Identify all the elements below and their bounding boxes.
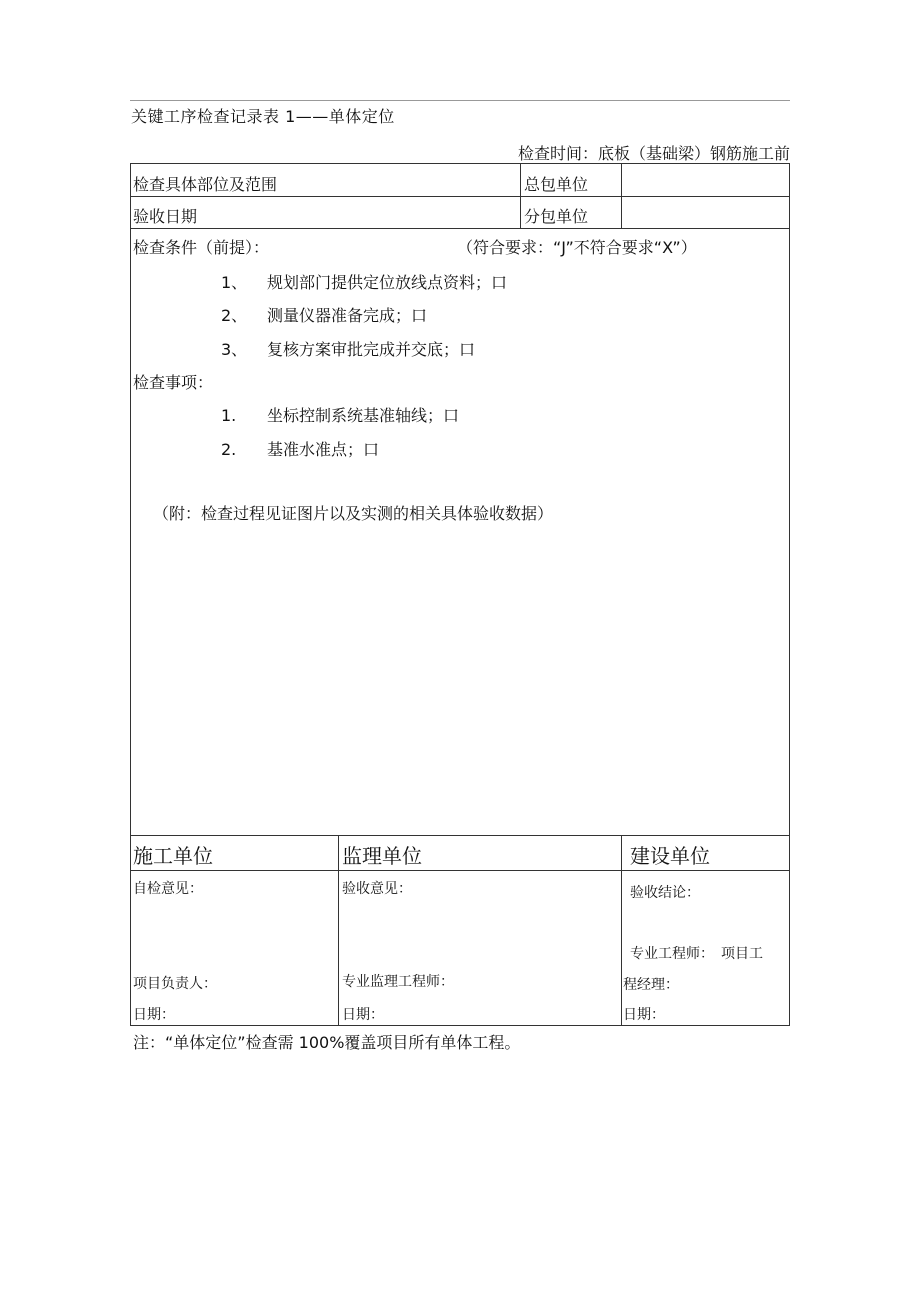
project-leader-label: 项目负责人： [133,976,217,992]
column-divider [621,835,622,1025]
row-divider [131,870,789,871]
item-number: 2、 [221,306,248,325]
attachment-note: （附：检查过程见证图片以及实测的相关具体验收数据） [153,504,554,523]
matters-title: 检查事项： [133,373,214,392]
conditions-title: 检查条件（前提）： [133,238,270,257]
engineer-manager-label-line2: 程经理： [623,977,679,993]
inspection-time: 检查时间：底板（基础梁）钢筋施工前 [517,144,790,163]
acceptance-opinion-label: 验收意见： [342,881,412,897]
construction-unit-header: 施工单位 [133,844,213,868]
row-divider [131,835,789,836]
item-number: 1. [221,406,237,425]
engineer-manager-label-line1: 专业工程师： 项目工 [630,946,763,962]
inspection-scope-label: 检查具体部位及范围 [133,175,278,194]
top-rule [130,100,790,101]
owner-unit-header: 建设单位 [630,844,710,868]
construction-date-label: 日期： [133,1007,175,1023]
acceptance-date-label: 验收日期 [133,207,198,226]
supervision-unit-header: 监理单位 [342,844,422,868]
item-text: 复核方案审批完成并交底；口 [267,340,476,359]
row-divider [131,196,789,197]
column-divider [338,835,339,1025]
item-number: 2. [221,440,237,459]
item-text: 坐标控制系统基准轴线；口 [267,406,460,425]
condition-item [221,270,507,293]
self-check-opinion-label: 自检意见： [133,881,203,897]
column-divider [520,164,521,228]
item-text: 测量仪器准备完成；口 [267,306,428,325]
acceptance-conclusion-label: 验收结论： [630,885,700,901]
condition-item [221,337,475,360]
matter-item [221,437,379,460]
supervision-date-label: 日期： [342,1007,384,1023]
condition-item [221,303,427,326]
matter-item [221,403,459,426]
footnote: 注：“单体定位”检查需 100%覆盖项目所有单体工程。 [133,1033,521,1052]
item-text: 规划部门提供定位放线点资料；口 [267,273,508,292]
column-divider [621,164,622,228]
subcontractor-label: 分包单位 [524,207,589,226]
item-number: 3、 [221,340,248,359]
inspection-form-table [130,163,790,1026]
item-text: 基准水准点；口 [267,440,380,459]
document-title: 关键工序检查记录表 1——单体定位 [131,107,395,126]
supervising-engineer-label: 专业监理工程师： [342,974,454,990]
row-divider [131,228,789,229]
conditions-legend: （符合要求：“J”不符合要求“X”） [457,238,697,257]
item-number: 1、 [221,273,248,292]
owner-date-label: 日期： [623,1007,665,1023]
general-contractor-label: 总包单位 [524,175,589,194]
